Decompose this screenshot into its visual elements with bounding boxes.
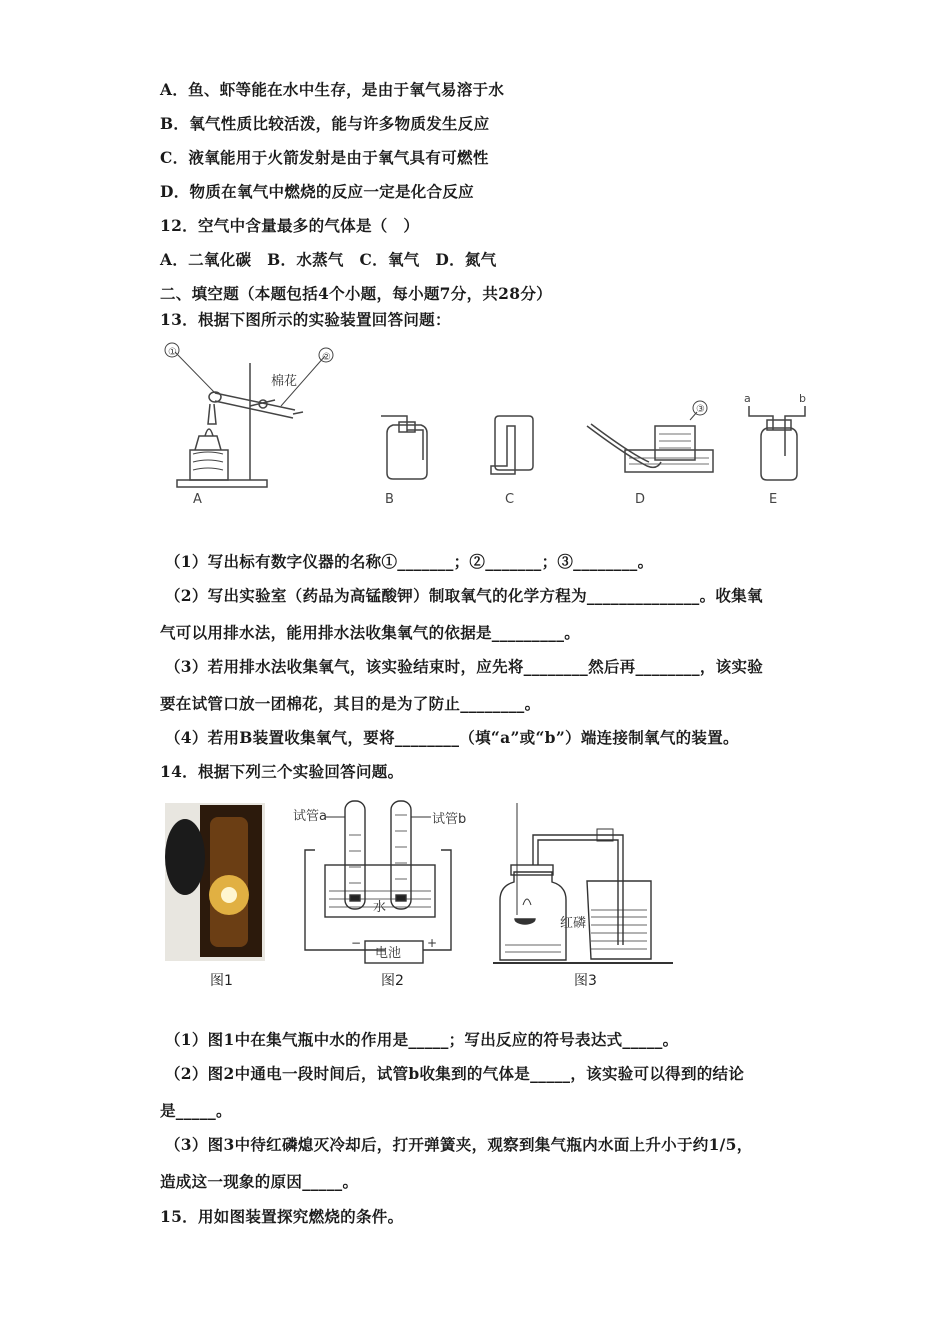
apparatus-b: [381, 416, 427, 479]
plus-sign: +: [427, 936, 438, 950]
q13-part-2-cont: 气可以用排水法，能用排水法收集氧气的依据是_________。: [160, 623, 581, 642]
q12-options: A．二氧化碳 B．水蒸气 C．氧气 D．氮气: [160, 250, 497, 269]
q15-stem: 15．用如图装置探究燃烧的条件。: [160, 1207, 404, 1226]
fig1-caption: 图1: [210, 973, 233, 989]
q13-stem: 13．根据下图所示的实验装置回答问题：: [160, 310, 451, 329]
q11-option-c: C．液氧能用于火箭发射是由于氧气具有可燃性: [160, 148, 489, 167]
label-C: C: [505, 492, 515, 507]
q12-stem: 12．空气中含量最多的气体是（ ）: [160, 216, 420, 235]
section2-title: 二、填空题（本题包括4个小题，每小题7分，共28分）: [160, 284, 552, 303]
apparatus-c: [491, 416, 533, 474]
q13-part-3-cont: 要在试管口放一团棉花，其目的是为了防止________。: [160, 694, 541, 713]
label-A: A: [193, 492, 202, 507]
water-label: 水: [373, 900, 387, 915]
tube-a-label: 试管a: [293, 809, 327, 824]
q14-part-3: （3）图3中待红磷熄灭冷却后，打开弹簧夹，观察到集气瓶内水面上升小于约1/5，: [165, 1135, 753, 1154]
label-D: D: [635, 492, 646, 507]
q14-part-3-cont: 造成这一现象的原因_____。: [160, 1172, 359, 1191]
q14-part-2: （2）图2中通电一段时间后，试管b收集到的气体是_____，该实验可以得到的结论: [165, 1064, 745, 1083]
q14-part-2-cont: 是_____。: [160, 1101, 232, 1120]
label-E: E: [769, 492, 778, 507]
q13-part-2: （2）写出实验室（药品为高锰酸钾）制取氧气的化学方程为______________。收集氧: [165, 586, 763, 605]
q14-stem: 14．根据下列三个实验回答问题。: [160, 762, 404, 781]
minus-sign: −: [351, 936, 362, 950]
label-a: a: [744, 392, 751, 405]
mark-1: ①: [168, 347, 177, 358]
figure3-phosphorus: [493, 803, 673, 963]
q14-figures: [155, 795, 715, 995]
q11-option-b: B．氧气性质比较活泼，能与许多物质发生反应: [160, 114, 490, 133]
label-b: b: [799, 392, 806, 405]
mark-3: ③: [696, 404, 705, 415]
fig2-caption: 图2: [381, 973, 404, 989]
label-B: B: [385, 492, 394, 507]
battery-label: 电池: [375, 946, 402, 961]
cotton-label: 棉花: [271, 374, 298, 389]
q13-part-3: （3）若用排水法收集氧气，该实验结束时，应先将________然后再________，该实验: [165, 657, 764, 676]
q14-part-1: （1）图1中在集气瓶中水的作用是_____；写出反应的符号表达式_____。: [165, 1030, 679, 1049]
q13-apparatus-figure: [155, 338, 855, 513]
q13-part-4: （4）若用B装置收集氧气，要将________（填“a”或“b”）端连接制氧气的装置。: [165, 728, 739, 747]
mark-2: ②: [322, 352, 331, 363]
figure1-photo: [165, 803, 265, 961]
fig3-caption: 图3: [574, 973, 597, 989]
red-phosphorus-label: 红磷: [560, 916, 587, 931]
apparatus-a: [165, 343, 333, 487]
apparatus-e: [749, 406, 805, 480]
q13-part-1: （1）写出标有数字仪器的名称①_______；②_______；③________。: [165, 552, 654, 571]
tube-b-label: 试管b: [432, 812, 467, 827]
q11-option-a: A．鱼、虾等能在水中生存，是由于氧气易溶于水: [160, 80, 505, 99]
apparatus-d: [587, 401, 713, 472]
q11-option-d: D．物质在氧气中燃烧的反应一定是化合反应: [160, 182, 474, 201]
